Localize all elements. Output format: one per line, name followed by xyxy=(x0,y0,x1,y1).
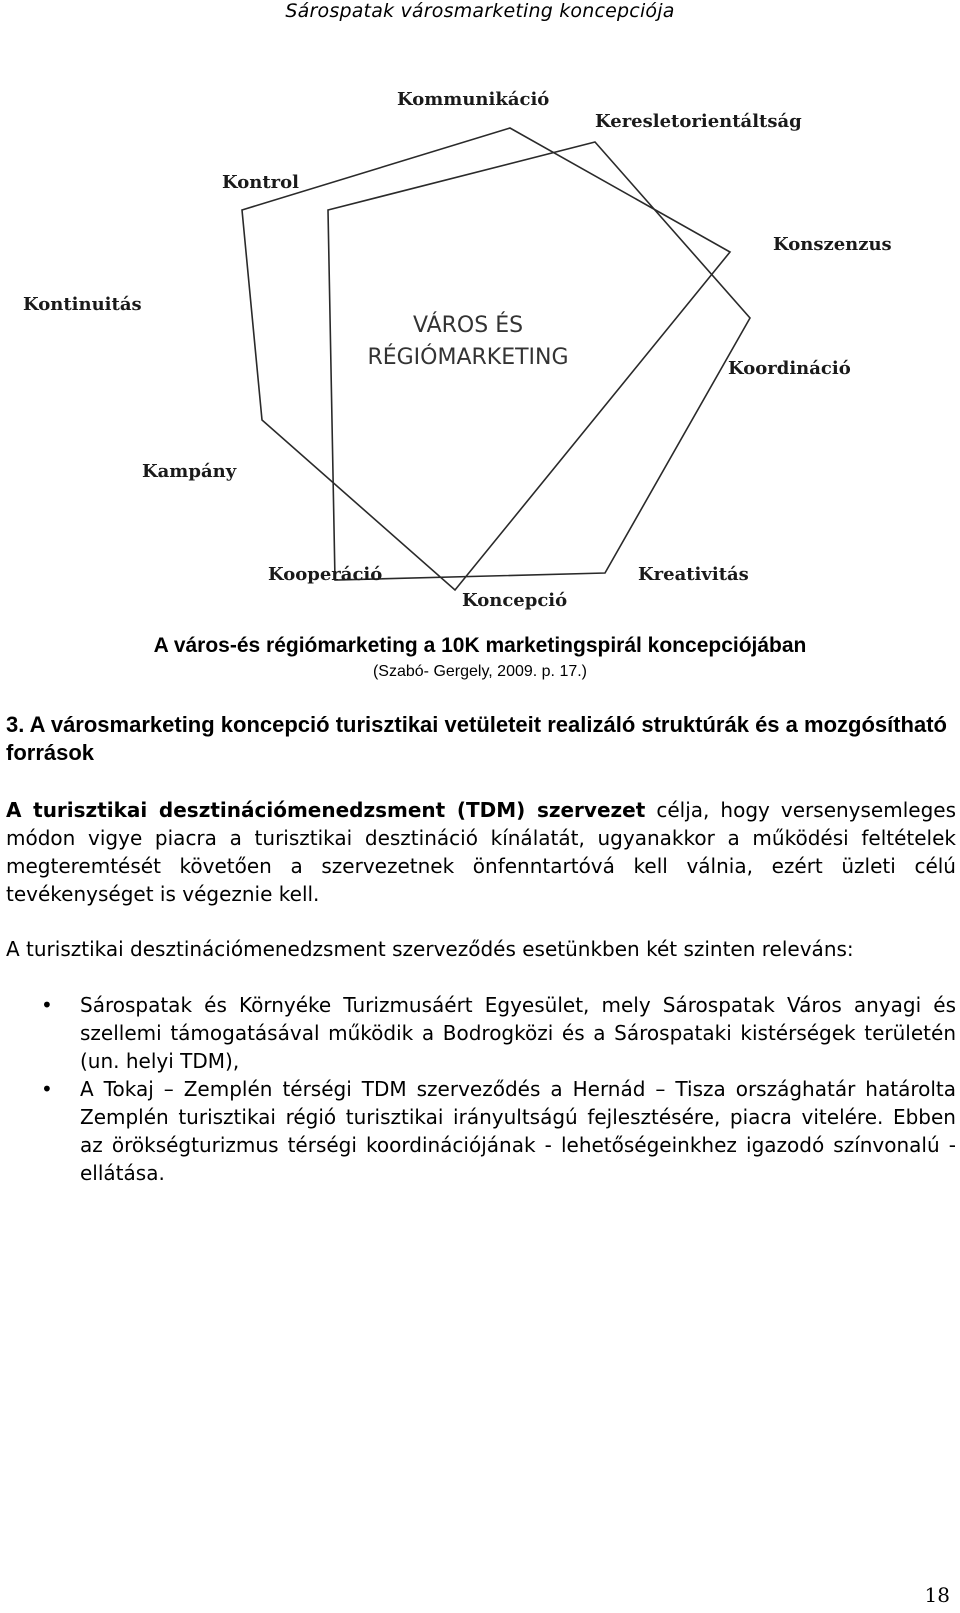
paragraph-tdm-levels: A turisztikai desztinációmenedzsment szerveződés esetünkben két szinten releváns: xyxy=(6,937,854,961)
section-heading: 3. A városmarketing koncepció turisztikai vetületeit realizáló struktúrák és a mozgósítható források xyxy=(6,712,947,765)
list-item xyxy=(6,1075,956,1187)
list-item-text: Sárospatak és Környéke Turizmusáért Egyesület, mely Sárospatak Város anyagi és szellemi támogatásával működik a Bodrogközi és a Sárospataki kistérségek területén (un. helyi TDM), xyxy=(80,993,956,1073)
label-kontrol: Kontrol xyxy=(222,172,299,193)
diagram-center-line2: RÉGIÓMARKETING xyxy=(367,345,569,370)
figure-caption-title: A város-és régiómarketing a 10K marketingspirál koncepciójában xyxy=(153,634,807,657)
label-koordinacio: Koordináció xyxy=(728,358,851,379)
paragraph-tdm-rest: célja, hogy versenysemleges módon vigye piacra a turisztikai desztináció kínálatát, ugyanakkor a működési feltételek megteremtését követően a szervezetnek önfenntartóvá kell válnia, ezért üzleti célú tevékenységet is végeznie kell. xyxy=(6,798,956,906)
label-koncepcio: Koncepció xyxy=(462,590,568,611)
marketing-spiral-diagram xyxy=(0,60,960,640)
diagram-canvas xyxy=(0,60,960,640)
bullet-icon: • xyxy=(41,993,53,1017)
label-konszenzus: Konszenzus xyxy=(773,234,892,255)
page-number: 18 xyxy=(924,1583,950,1607)
label-kreativitas: Kreativitás xyxy=(638,564,749,585)
label-kampany: Kampány xyxy=(142,461,237,482)
label-kommunikacio: Kommunikáció xyxy=(397,89,550,110)
diagram-center-line1: VÁROS ÉS xyxy=(412,313,524,338)
paragraph-tdm-goal xyxy=(6,796,956,908)
list-item-text: A Tokaj – Zemplén térségi TDM szerveződés a Hernád – Tisza országhatár határolta Zemplén turisztikai régió turisztikai irányultságú fejlesztésére, piacra vitelére. Ebben az örökségturizmus térségi koordinációjának - lehetőségeinkhez igazodó színvonalú - ellátása. xyxy=(80,1077,956,1185)
bullet-icon: • xyxy=(41,1077,53,1101)
label-kooperacio: Kooperáció xyxy=(268,564,383,585)
label-kontinuitas: Kontinuitás xyxy=(23,294,142,315)
running-header: Sárospatak városmarketing koncepciója xyxy=(285,0,675,22)
label-keresletorientaltsag: Keresletorientáltság xyxy=(595,111,802,132)
tdm-levels-list xyxy=(6,991,956,1187)
list-item xyxy=(6,991,956,1075)
paragraph-tdm-bold-lead: A turisztikai desztinációmenedzsment (TDM) szervezet xyxy=(6,798,646,822)
figure-caption-source: (Szabó- Gergely, 2009. p. 17.) xyxy=(372,663,588,680)
